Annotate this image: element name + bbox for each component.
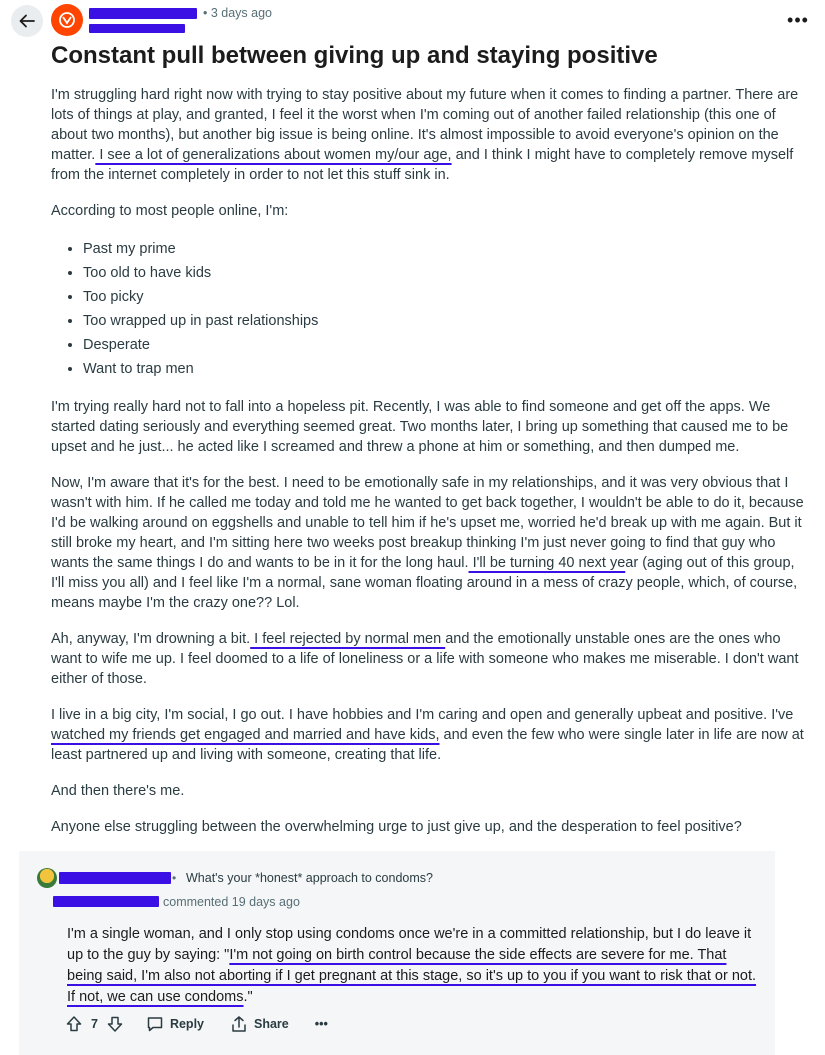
paragraph-6: I live in a big city, I'm social, I go out. I have hobbies and I'm caring and open and generally upbeat and positive. I've watched my friends get engaged and married and have kids, and even the few who were single later in life are now at least partnered up and living with someone, creating that life. (51, 707, 804, 763)
post-timestamp: • 3 days ago (203, 6, 273, 20)
comment-text: I'm a single woman, and I only stop using condoms once we're in a committed relationship, but I do leave it up to the guy by saying: "I'm not going on birth control because the side effects are severe for me. That being said, I'm also not aborting if I get pregnant at this stage, so it's up to you if you want to risk that or not. If not, we can use condoms." (67, 926, 757, 1005)
downvote-button[interactable] (106, 1015, 124, 1033)
list-item: • Too picky (83, 285, 811, 309)
upvote-icon (65, 1015, 83, 1033)
separator-dot: • (172, 871, 177, 885)
highlighted-phrase: I'm not going on birth control because the side effects are severe for me. That being said, I'm also not aborting if I get pregnant at this stage, so it's up to you if you want to risk that or not. If not, we can use condoms (67, 947, 757, 1005)
list-item: • Want to trap men (83, 357, 811, 381)
vote-count: 7 (91, 1017, 98, 1031)
post-title: Constant pull between giving up and staying positive (51, 42, 658, 69)
arrow-left-icon (18, 12, 36, 30)
back-button[interactable] (11, 5, 43, 37)
more-options-button[interactable] (786, 10, 810, 30)
post-body (51, 85, 811, 853)
highlighted-phrase: I see a lot of generalizations about women my/our age, (95, 147, 452, 163)
redacted-username[interactable] (53, 896, 159, 907)
share-icon (230, 1015, 248, 1033)
redacted-username[interactable] (89, 24, 185, 33)
upvote-button[interactable] (65, 1015, 83, 1033)
bullet-list (83, 237, 811, 381)
paragraph-5: Ah, anyway, I'm drowning a bit. I feel rejected by normal men and the emotionally unstable ones are the ones who want to wife me up. I feel doomed to a life of loneliness or a life with someone who makes me miserable. I don't want either of those. (51, 631, 799, 687)
highlighted-phrase: watched my friends get engaged and married and have kids, (51, 727, 440, 743)
subreddit-avatar[interactable] (51, 4, 83, 36)
downvote-icon (106, 1015, 124, 1033)
overflow-menu-icon: ••• (314, 1017, 328, 1031)
comment-actions (65, 1013, 328, 1035)
comment-post-link[interactable]: What's your *honest* approach to condoms? (186, 871, 433, 885)
list-item: • Past my prime (83, 237, 811, 261)
overflow-menu-icon: ••• (787, 9, 809, 30)
commenter-avatar[interactable] (37, 868, 57, 888)
share-button[interactable] (230, 1015, 289, 1033)
comment-card[interactable] (19, 851, 775, 1055)
reply-label: Reply (169, 1017, 204, 1031)
community-logo-icon (57, 10, 77, 30)
redacted-community-name[interactable] (59, 872, 171, 884)
highlighted-phrase: I'll be turning 40 next ye (468, 555, 626, 571)
list-item: • Too wrapped up in past relationships (83, 309, 811, 333)
redacted-community-name[interactable] (89, 8, 197, 19)
reply-button[interactable] (146, 1015, 204, 1033)
highlighted-phrase: I feel rejected by normal men (250, 631, 446, 647)
comment-bubble-icon (146, 1015, 164, 1033)
paragraph-1: I'm struggling hard right now with trying to stay positive about my future when it comes to finding a partner. There are lots of things at play, and granted, I feel it the worst when I'm coming out of another failed relationship (this one of about two months), but another big issue is being online. It's almost impossible to avoid everyone's opinion on the matter. I see a lot of generalizations about women my/our age, and I think I might have to completely remove myself from the internet completely in order to not let this stuff sink in. (51, 87, 799, 183)
paragraph-8: Anyone else struggling between the overwhelming urge to just give up, and the desperation to feel positive? (51, 819, 742, 835)
list-item: • Desperate (83, 333, 811, 357)
comment-more-button[interactable] (315, 1017, 328, 1031)
paragraph-4: Now, I'm aware that it's for the best. I need to be emotionally safe in my relationships, and it was very obvious that I wasn't with him. If he called me today and told me he wanted to get back together, I wouldn't be able to do it, because I'd be walking around on eggshells and unable to tell him if he's upset me, worried he'd break up with me again. But it still broke my heart, and I'm sitting here two weeks post breakup thinking I'm just never going to find that guy who wants the same things I do and wants to be in it for the long haul. I'll be turning 40 next year (aging out of this group, I'll miss you all) and I feel like I'm a normal, sane woman floating around in a mess of crazy people, which, of course, means maybe I'm the crazy one?? Lol. (51, 475, 804, 611)
share-label: Share (254, 1017, 289, 1031)
paragraph-3: I'm trying really hard not to fall into a hopeless pit. Recently, I was able to find someone and get off the apps. We started dating seriously and everything seemed great. Two months later, I bring up something that caused me to be upset and he just... he acted like I screamed and threw a phone at him or something, and then dumped me. (51, 399, 789, 455)
paragraph-2: According to most people online, I'm: (51, 203, 289, 219)
paragraph-7: And then there's me. (51, 783, 185, 799)
comment-timestamp: commented 19 days ago (163, 895, 300, 909)
list-item: • Too old to have kids (83, 261, 811, 285)
